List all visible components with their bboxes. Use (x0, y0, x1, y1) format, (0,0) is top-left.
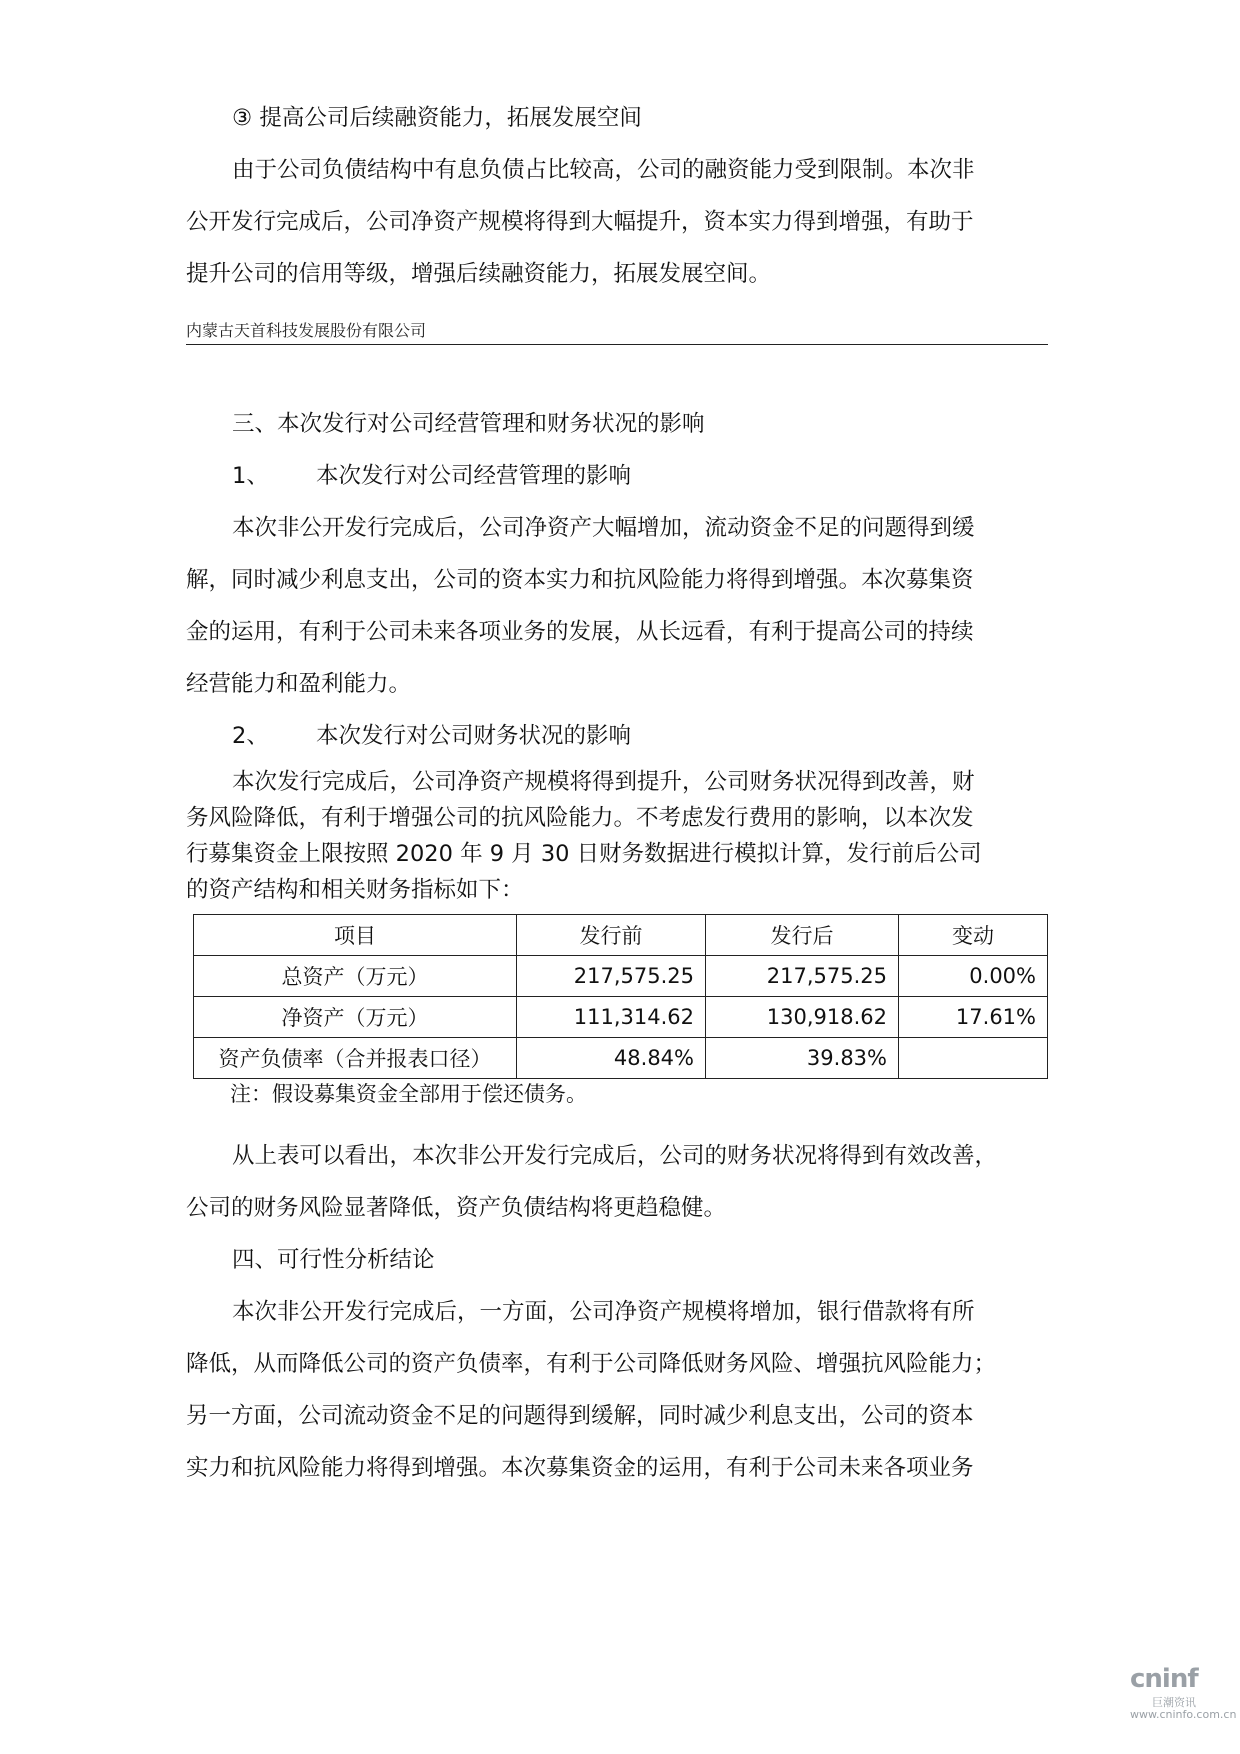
table-row (194, 997, 1048, 1038)
paragraph-line: 解，同时减少利息支出，公司的资本实力和抗风险能力将得到增强。本次募集资 (186, 567, 974, 593)
subsection-2-number: 2、 (232, 723, 269, 749)
section-3 (186, 398, 1056, 762)
table-row (194, 956, 1048, 997)
table-header-cell: 发行前 (517, 915, 706, 956)
paragraph-line: 公开发行完成后，公司净资产规模将得到大幅提升，资本实力得到增强，有助于 (186, 209, 974, 235)
conclusion-section (186, 1130, 1056, 1494)
paragraph-line: 本次非公开发行完成后，公司净资产大幅增加，流动资金不足的问题得到缓 (232, 515, 975, 541)
paragraph-line: 务风险降低，有利于增强公司的抗风险能力。不考虑发行费用的影响，以本次发 (186, 805, 974, 831)
table-cell: 资产负债率（合并报表口径） (194, 1038, 517, 1079)
table-header-cell: 项目 (194, 915, 517, 956)
subsection-2-heading (186, 710, 1056, 762)
paragraph-line: 从上表可以看出，本次非公开发行完成后，公司的财务状况将得到有效改善， (232, 1143, 998, 1169)
table-header-cell: 发行后 (706, 915, 899, 956)
table-cell: 0.00% (899, 956, 1048, 997)
table-row (194, 1038, 1048, 1079)
paragraph-line: 降低，从而降低公司的资产负债率，有利于公司降低财务风险、增强抗风险能力； (186, 1351, 997, 1377)
paragraph-line: 实力和抗风险能力将得到增强。本次募集资金的运用，有利于公司未来各项业务 (186, 1455, 974, 1481)
table-cell: 39.83% (706, 1038, 899, 1079)
table-header-cell: 变动 (899, 915, 1048, 956)
page-header-company: 内蒙古天首科技发展股份有限公司 (186, 321, 427, 340)
table-cell: 总资产（万元） (194, 956, 517, 997)
paragraph-line: 提升公司的信用等级，增强后续融资能力，拓展发展空间。 (186, 261, 772, 287)
cninfo-watermark (1130, 1664, 1237, 1724)
section-4-title: 四、可行性分析结论 (232, 1247, 435, 1273)
paragraph-line: 经营能力和盈利能力。 (186, 671, 412, 697)
subsection-2-title: 本次发行对公司财务状况的影响 (316, 723, 632, 749)
table-header-row (194, 915, 1048, 956)
paragraph-line: 行募集资金上限按照 2020 年 9 月 30 日财务数据进行模拟计算，发行前后公司 (186, 841, 982, 867)
top-heading: ③ 提高公司后续融资能力，拓展发展空间 (232, 105, 642, 131)
paragraph-line: 本次发行完成后，公司净资产规模将得到提升，公司财务状况得到改善，财 (232, 769, 975, 795)
cninfo-url: www.cninfo.com.cn (1130, 1708, 1237, 1721)
financial-indicator-table (193, 914, 1048, 1079)
paragraph-line: 另一方面，公司流动资金不足的问题得到缓解，同时减少利息支出，公司的资本 (186, 1403, 974, 1429)
table-cell (899, 1038, 1048, 1079)
table-cell: 217,575.25 (706, 956, 899, 997)
paragraph-line: 由于公司负债结构中有息负债占比较高，公司的融资能力受到限制。本次非 (232, 157, 975, 183)
subsection-1-heading (186, 450, 1056, 502)
subsection-1-title: 本次发行对公司经营管理的影响 (316, 463, 632, 489)
subsection-2-body (186, 764, 1056, 908)
table-note: 注：假设募集资金全部用于偿还债务。 (230, 1082, 587, 1106)
paragraph-line: 金的运用，有利于公司未来各项业务的发展，从长远看，有利于提高公司的持续 (186, 619, 974, 645)
table-cell: 111,314.62 (517, 997, 706, 1038)
cninfo-subtitle: 巨潮资讯 (1152, 1696, 1196, 1709)
paragraph-line: 本次非公开发行完成后，一方面，公司净资产规模将增加，银行借款将有所 (232, 1299, 975, 1325)
paragraph-line: 的资产结构和相关财务指标如下： (186, 877, 524, 903)
table-cell: 217,575.25 (517, 956, 706, 997)
paragraph-line: 公司的财务风险显著降低，资产负债结构将更趋稳健。 (186, 1195, 727, 1221)
table-cell: 17.61% (899, 997, 1048, 1038)
cninfo-logo-icon: cninf (1130, 1664, 1198, 1694)
header-divider (186, 344, 1048, 345)
table-cell: 48.84% (517, 1038, 706, 1079)
section-3-title: 三、本次发行对公司经营管理和财务状况的影响 (232, 411, 705, 437)
table-cell: 净资产（万元） (194, 997, 517, 1038)
subsection-1-number: 1、 (232, 463, 269, 489)
table-cell: 130,918.62 (706, 997, 899, 1038)
top-section (186, 92, 1056, 300)
